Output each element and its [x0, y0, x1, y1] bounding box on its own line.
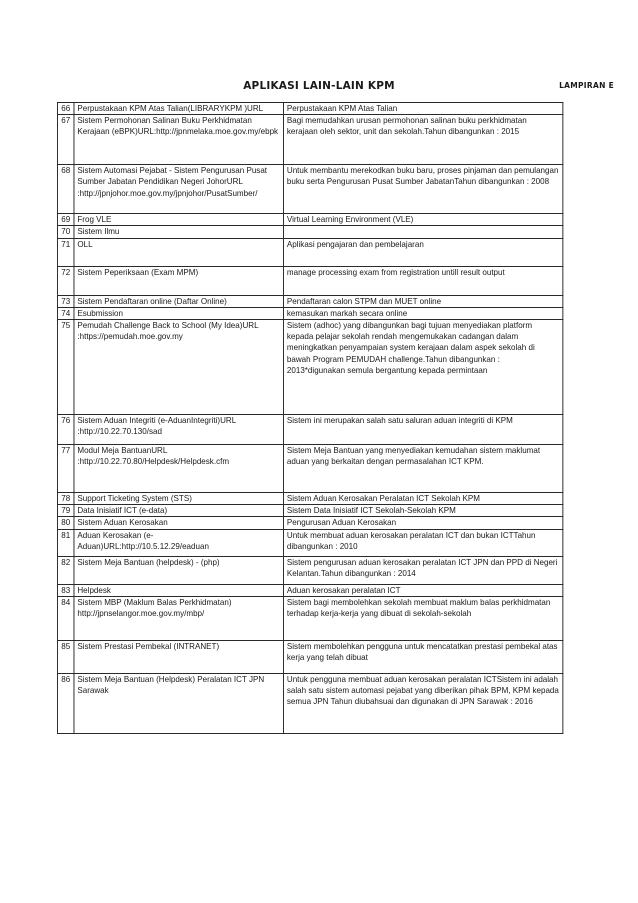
row-number: 77 [57, 445, 73, 493]
row-number: 81 [57, 529, 73, 556]
row-number: 79 [57, 505, 73, 517]
application-description: kemasukan markah secara online [283, 307, 562, 319]
application-description: Sistem Aduan Kerosakan Peralatan ICT Sekolah KPM [283, 493, 562, 505]
application-description: Aduan kerosakan peralatan ICT [283, 584, 562, 596]
table-row [57, 640, 562, 673]
table-row [57, 320, 562, 415]
row-number: 82 [57, 556, 73, 584]
appendix-label: LAMPIRAN E [559, 81, 614, 90]
application-name: Support Ticketing System (STS) [74, 493, 284, 505]
table-row [57, 596, 562, 640]
application-description: Pendaftaran calon STPM dan MUET online [283, 295, 562, 307]
row-number: 72 [57, 266, 73, 295]
table-row [57, 445, 562, 493]
application-name: Sistem Prestasi Pembekal (INTRANET) [74, 640, 284, 673]
application-name: Sistem Peperiksaan (Exam MPM) [74, 266, 284, 295]
row-number: 70 [57, 226, 73, 238]
row-number: 68 [57, 165, 73, 214]
document-title: APLIKASI LAIN-LAIN KPM [243, 80, 395, 92]
application-name: Sistem Permohonan Salinan Buku Perkhidmatan Kerajaan (eBPK)URL:http://jpnmelaka.moe.gov.my/ebpk [74, 115, 284, 165]
application-name: OLL [74, 238, 284, 266]
application-description: Sistem pengurusan aduan kerosakan peralatan ICT JPN dan PPD di Negeri Kelantan.Tahun dibangunkan : 2014 [283, 556, 562, 584]
row-number: 74 [57, 307, 73, 319]
application-name: Data Inisiatif ICT (e-data) [74, 505, 284, 517]
application-name: Sistem Meja Bantuan (helpdesk) - (php) [74, 556, 284, 584]
application-name: Esubmission [74, 307, 284, 319]
row-number: 76 [57, 415, 73, 445]
table-row [57, 103, 562, 115]
application-name: Modul Meja BantuanURL :http://10.22.70.80/Helpdesk/Helpdesk.cfm [74, 445, 284, 493]
application-description: Sistem (adhoc) yang dibangunkan bagi tujuan menyediakan platform kepada pelajar sekolah rendah mengemukakan cadangan dalam meningkatkan penyampaian system kerajaan dalam aspek sekolah di bawah Program PEMUDAH challenge.Tahun dibangunkan : 2013*digunakan semula bergantung kepada permintaan [283, 320, 562, 415]
row-number: 75 [57, 320, 73, 415]
table-row [57, 556, 562, 584]
application-name: Sistem Automasi Pejabat - Sistem Pengurusan Pusat Sumber Jabatan Pendidikan Negeri JohorURL :http://jpnjohor.moe.gov.my/jpnjohor/PusatSumber/ [74, 165, 284, 214]
application-name: Sistem Aduan Kerosakan [74, 517, 284, 529]
application-description: Sistem ini merupakan salah satu saluran aduan integriti di KPM [283, 415, 562, 445]
table-row [57, 505, 562, 517]
application-name: Sistem Ilmu [74, 226, 284, 238]
application-name: Sistem Meja Bantuan (Helpdesk) Peralatan ICT JPN Sarawak [74, 673, 284, 733]
table-row [57, 307, 562, 319]
row-number: 69 [57, 214, 73, 226]
application-description: Sistem Data Inisiatif ICT Sekolah-Sekolah KPM [283, 505, 562, 517]
application-name: Sistem Aduan Integriti (e-AduanIntegriti)URL :http://10.22.70.130/sad [74, 415, 284, 445]
row-number: 78 [57, 493, 73, 505]
application-name: Aduan Kerosakan (e-Aduan)URL:http://10.5.12.29/eaduan [74, 529, 284, 556]
application-description: Untuk pengguna membuat aduan kerosakan peralatan ICTSistem ini adalah salah satu sistem automasi pejabat yang diberikan pihak BPM, KPM kepada semua JPN Tahun diubahsuai dan digunakan di JPN Sarawak : 2016 [283, 673, 562, 733]
table-row [57, 584, 562, 596]
application-name: Perpustakaan KPM Atas Talian(LIBRARYKPM )URL [74, 103, 284, 115]
application-description: Untuk membuat aduan kerosakan peralatan ICT dan bukan ICTTahun dibangunkan : 2010 [283, 529, 562, 556]
table-row [57, 266, 562, 295]
table-row [57, 673, 562, 733]
application-description: Untuk membantu merekodkan buku baru, proses pinjaman dan pemulangan buku serta Pengurusan Pusat Sumber JabatanTahun dibangunkan : 2008 [283, 165, 562, 214]
table-row [57, 493, 562, 505]
table-row [57, 214, 562, 226]
application-name: Pemudah Challenge Back to School (My Idea)URL :https://pemudah.moe.gov.my [74, 320, 284, 415]
application-description: Perpustakaan KPM Atas Talian [283, 103, 562, 115]
table-row [57, 238, 562, 266]
application-description: Aplikasi pengajaran dan pembelajaran [283, 238, 562, 266]
application-description: Virtual Learning Environment (VLE) [283, 214, 562, 226]
application-description: Sistem bagi membolehkan sekolah membuat maklum balas perkhidmatan terhadap kerja-kerja yang dibuat di sekolah-sekolah [283, 596, 562, 640]
table-row [57, 517, 562, 529]
table-row [57, 165, 562, 214]
row-number: 83 [57, 584, 73, 596]
row-number: 80 [57, 517, 73, 529]
application-description: Bagi memudahkan urusan permohonan salinan buku perkhidmatan kerajaan oleh sektor, unit dan sekolah.Tahun dibangunkan : 2015 [283, 115, 562, 165]
row-number: 67 [57, 115, 73, 165]
application-description: Sistem Meja Bantuan yang menyediakan kemudahan sistem maklumat aduan yang berkaitan dengan permasalahan ICT KPM. [283, 445, 562, 493]
application-description [283, 226, 562, 238]
row-number: 66 [57, 103, 73, 115]
row-number: 73 [57, 295, 73, 307]
application-name: Frog VLE [74, 214, 284, 226]
applications-table [57, 102, 563, 734]
table-row [57, 295, 562, 307]
row-number: 85 [57, 640, 73, 673]
table-row [57, 415, 562, 445]
application-name: Helpdesk [74, 584, 284, 596]
row-number: 86 [57, 673, 73, 733]
application-description: Pengurusan Aduan Kerosakan [283, 517, 562, 529]
application-description: Sistem membolehkan pengguna untuk mencatatkan prestasi pembekal atas kerja yang telah dibuat [283, 640, 562, 673]
table-row [57, 115, 562, 165]
table-row [57, 529, 562, 556]
application-name: Sistem MBP (Maklum Balas Perkhidmatan) http://jpnselangor.moe.gov.my/mbp/ [74, 596, 284, 640]
row-number: 71 [57, 238, 73, 266]
table-row [57, 226, 562, 238]
application-description: manage processing exam from registration untill result output [283, 266, 562, 295]
row-number: 84 [57, 596, 73, 640]
application-name: Sistem Pendaftaran online (Daftar Online) [74, 295, 284, 307]
